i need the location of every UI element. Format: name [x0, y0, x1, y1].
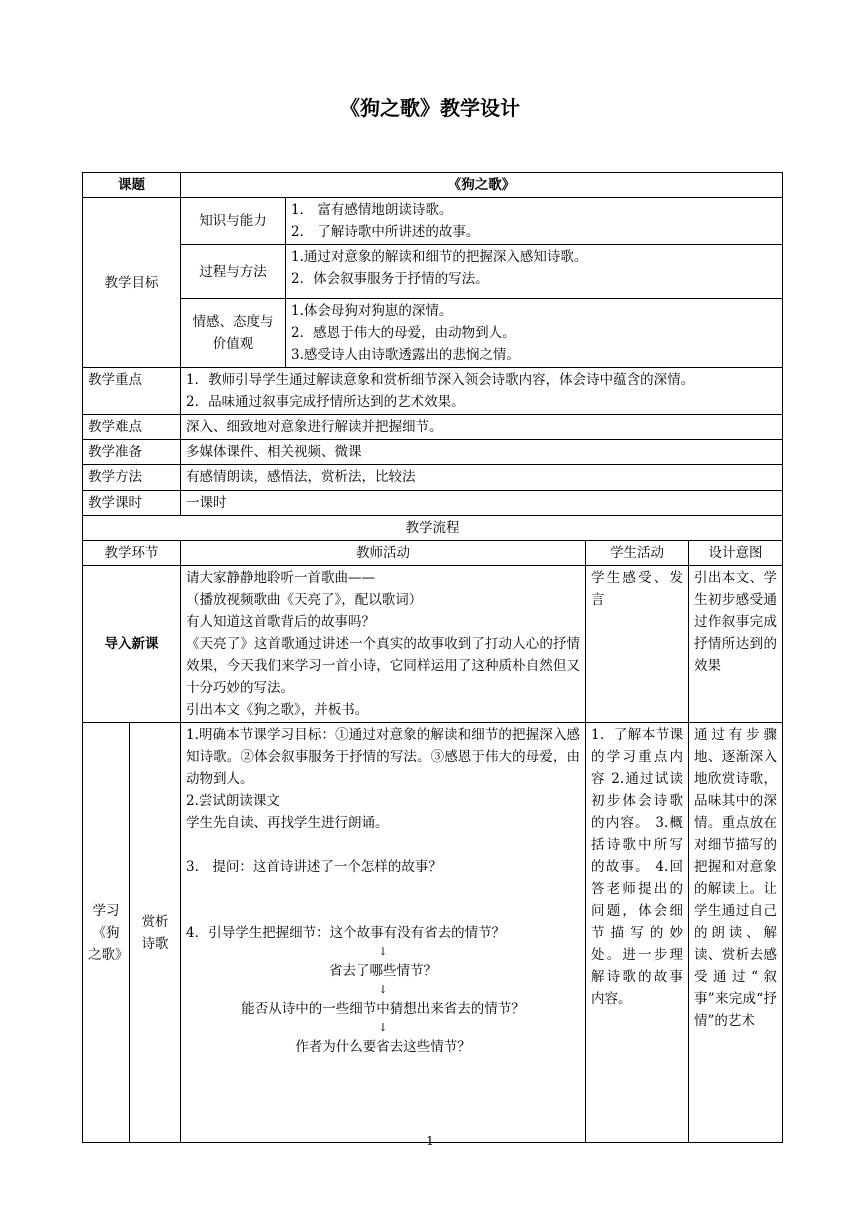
intro-line: 有人知道这首歌背后的故事吗？ [186, 614, 375, 630]
goal-items [286, 245, 783, 299]
study-line: 4．引导学生把握细节：这个故事有没有省去的情节？ [186, 925, 506, 941]
key-items [181, 368, 783, 415]
study-line: 2.尝试朗读课文 [186, 793, 280, 809]
flow-header: 设计意图 [689, 541, 783, 566]
study-line: 1.明确本节课学习目标：①通过对意象的解读和细节的把握深入感知诗歌。②体会叙事服务于抒情的写法。③感恩于伟大的母爱，由动物到人。 [186, 727, 580, 787]
study-question: 作者为什么要省去这些情节？ [295, 1039, 471, 1055]
intro-line: 引出本文《狗之歌》，并板书。 [186, 702, 369, 718]
down-arrow-icon: ↓ [378, 945, 388, 958]
study-student: 1．了解本节课的学习重点内容 2.通过试读初步体会诗歌的内容。 3.概括诗歌中所写的故事。 4.回答老师提出的问题，体会细节描写的妙处。进一步理解诗歌的故事内容。 [586, 723, 689, 1143]
down-arrow-icon: ↓ [378, 1021, 388, 1034]
flow-title: 教学流程 [83, 516, 783, 541]
goal-item: 1.体会母狗对狗崽的深情。 [291, 303, 453, 319]
goal-category: 知识与能力 [181, 198, 286, 245]
prep-label: 教学准备 [83, 440, 181, 465]
down-arrow-icon: ↓ [378, 983, 388, 996]
study-stage: 学习《狗之歌》 [83, 723, 130, 1143]
goal-item: 2． 了解诗歌中所讲述的故事。 [291, 224, 480, 240]
study-question: 能否从诗中的一些细节中猜想出来省去的情节？ [241, 1001, 525, 1017]
prep-value: 多媒体课件、相关视频、微课 [181, 440, 783, 465]
intro-stage: 导入新课 [83, 566, 181, 723]
flow-header: 教师活动 [181, 541, 586, 566]
intro-student: 学生感受、发言 [586, 566, 689, 723]
intro-intent: 引出本文、学生初步感受通过作叙事完成抒情所达到的效果 [689, 566, 783, 723]
flow-header: 教学环节 [83, 541, 181, 566]
intro-line: 请大家静静地聆听一首歌曲—— [186, 570, 375, 586]
goal-item: 1． 富有感情地朗读诗歌。 [291, 202, 453, 218]
flow-header: 学生活动 [586, 541, 689, 566]
topic-value: 《狗之歌》 [181, 173, 783, 198]
lesson-plan-table [82, 172, 783, 1143]
goal-item: 1.通过对意象的解读和细节的把握深入感知诗歌。 [291, 249, 588, 265]
goal-item: 2．体会叙事服务于抒情的写法。 [291, 271, 489, 287]
key-item: 2．品味通过叙事完成抒情所达到的艺术效果。 [186, 394, 465, 410]
difficulty-label: 教学难点 [83, 415, 181, 440]
study-teacher [181, 723, 586, 1143]
study-sub: 赏析诗歌 [130, 723, 181, 1143]
goal-items [286, 198, 783, 245]
key-label: 教学重点 [83, 368, 181, 415]
study-line: 学生先自读、再找学生进行朗诵。 [186, 815, 389, 831]
page-title: 《狗之歌》教学设计 [340, 96, 520, 120]
topic-label: 课题 [83, 173, 181, 198]
goal-items [286, 299, 783, 368]
method-label: 教学方法 [83, 465, 181, 491]
study-question: 省去了哪些情节？ [329, 963, 437, 979]
key-item: 1．教师引导学生通过解读意象和赏析细节深入领会诗歌内容，体会诗中蕴含的深情。 [186, 372, 695, 388]
page-number: 1 [426, 1134, 434, 1148]
goal-item: 3.感受诗人由诗歌透露出的悲悯之情。 [291, 347, 520, 363]
hours-value: 一课时 [181, 491, 783, 516]
study-line: 3. 提问：这首诗讲述了一个怎样的故事？ [186, 859, 442, 875]
study-intent: 通过有步骤地、逐渐深入地欣赏诗歌，品味其中的深情。重点放在对细节描写的把握和对意象的解读上。让学生通过自己的朗读、解读、赏析去感受通过“叙事”来完成“抒情”的艺术 [689, 723, 783, 1143]
intro-teacher [181, 566, 586, 723]
intro-line: （播放视频歌曲《天亮了》，配以歌词） [186, 592, 423, 608]
goal-category: 情感、态度与价值观 [181, 299, 286, 368]
goal-category: 过程与方法 [181, 245, 286, 299]
hours-label: 教学课时 [83, 491, 181, 516]
intro-line: 《天亮了》这首歌通过讲述一个真实的故事收到了打动人心的抒情效果，今天我们来学习一首小诗，它同样运用了这种质朴自然但又十分巧妙的写法。 [186, 636, 580, 696]
goal-item: 2．感恩于伟大的母爱，由动物到人。 [291, 325, 516, 341]
difficulty-value: 深入、细致地对意象进行解读并把握细节。 [181, 415, 783, 440]
goals-label: 教学目标 [83, 198, 181, 368]
method-value: 有感情朗读，感悟法，赏析法，比较法 [181, 465, 783, 491]
